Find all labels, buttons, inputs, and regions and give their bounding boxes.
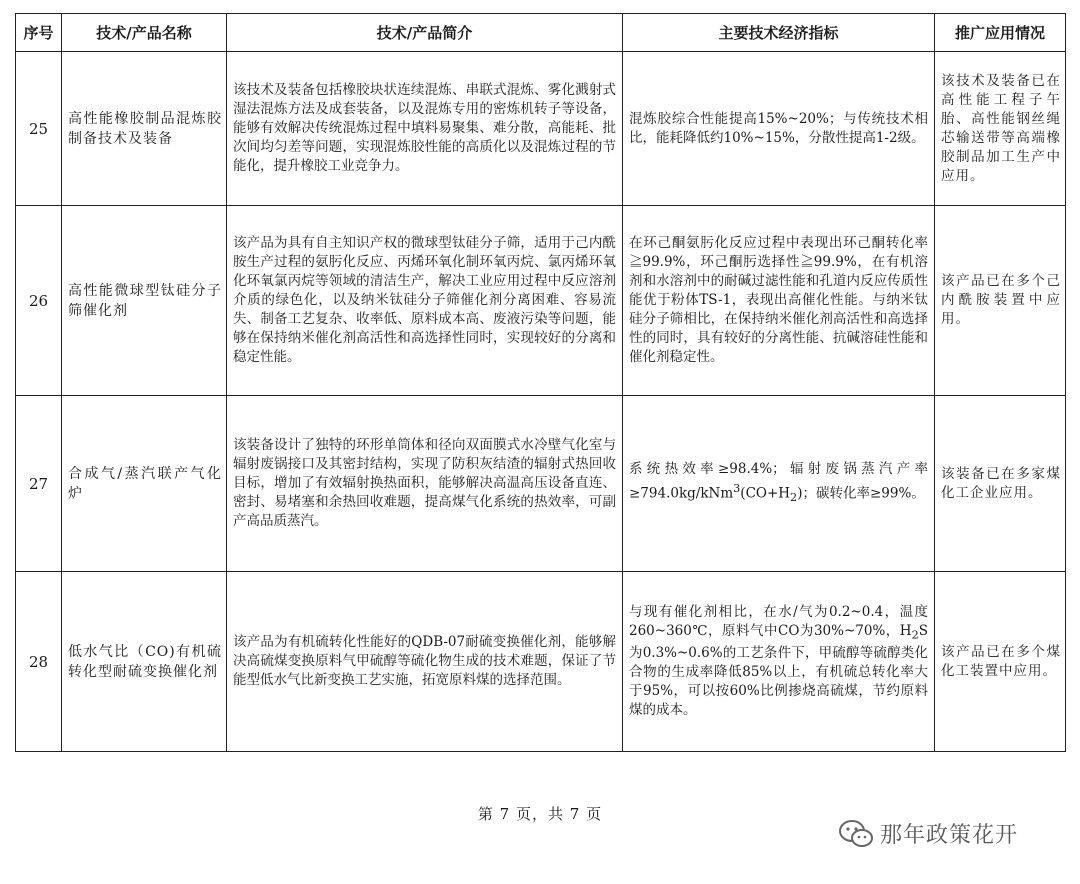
indicators-part-1: 与现有催化剂相比，在水/气为0.2~0.4，温度260~360℃，原料气中CO为30%~70%，H <box>629 603 928 639</box>
product-intro: 该装备设计了独特的环形单筒体和径向双面膜式水冷壁气化室与辐射废锅接口及其密封结构，实现了防积灰结渣的辐射式热回收目标，增加了有效辐射换热面积，能够解决高温高压设备直连、密封、易堵塞和余热回收难题，提高煤气化系统的热效率，可副产高品质蒸汽。 <box>227 396 623 572</box>
product-name: 高性能微球型钛硅分子筛催化剂 <box>62 206 227 396</box>
product-indicators <box>623 572 935 752</box>
indicators-part-3: )；碳转化率≥99%。 <box>797 485 925 502</box>
product-indicators: 在环己酮氨肟化反应过程中表现出环己酮转化率≧99.9%，环己酮肟选择性≧99.9%，在有机溶剂和水溶剂中的耐碱过滤性能和孔道内反应传质性能优于粉体TS-1，表现出高催化性能。与纳米钛硅分子筛相比，在保持纳米催化剂高活性和高选择性的同时，具有较好的分离性能、抗碱溶硅性能和催化剂稳定性。 <box>623 206 935 396</box>
product-intro: 该技术及装备包括橡胶块状连续混炼、串联式混炼、雾化溅射式湿法混炼方法及成套装备，以及混炼专用的密炼机转子等设备，能够有效解决传统混炼过程中填料易聚集、难分散，高能耗、批次间均匀差等问题，实现混炼胶性能的高质化以及混炼过程的节能化，提升橡胶工业竞争力。 <box>227 52 623 206</box>
product-status: 该技术及装备已在高性能工程子午胎、高性能钢丝绳芯输送带等高端橡胶制品加工生产中应用。 <box>935 52 1066 206</box>
table-header-row <box>16 14 1066 52</box>
technology-table <box>15 13 1066 752</box>
table-row <box>16 396 1066 572</box>
header-index: 序号 <box>16 14 62 52</box>
superscript-3: 3 <box>733 481 741 495</box>
subscript-2: 2 <box>790 491 798 505</box>
product-status: 该装备已在多家煤化工企业应用。 <box>935 396 1066 572</box>
product-intro: 该产品为有机硫转化性能好的QDB-07耐硫变换催化剂，能够解决高硫煤变换原料气甲硫醇等硫化物生成的技术难题，保证了节能型低水气比新变换工艺实施，拓宽原料煤的选择范围。 <box>227 572 623 752</box>
header-status: 推广应用情况 <box>935 14 1066 52</box>
subscript-2: 2 <box>911 628 919 642</box>
product-name: 合成气/蒸汽联产气化炉 <box>62 396 227 572</box>
row-number: 27 <box>16 396 62 572</box>
row-number: 26 <box>16 206 62 396</box>
product-indicators <box>623 396 935 572</box>
product-indicators: 混炼胶综合性能提高15%~20%；与传统技术相比，能耗降低约10%~15%，分散性提高1-2级。 <box>623 52 935 206</box>
header-intro: 技术/产品简介 <box>227 14 623 52</box>
table-row <box>16 572 1066 752</box>
header-name: 技术/产品名称 <box>62 14 227 52</box>
table-row <box>16 52 1066 206</box>
table-row <box>16 206 1066 396</box>
row-number: 28 <box>16 572 62 752</box>
wechat-icon <box>838 819 874 849</box>
page-footer: 第 7 页，共 7 页 <box>477 805 603 823</box>
indicators-part-2: S为0.3%~0.6%的工艺条件下，甲硫醇等硫醇类化合物的生成率降低85%以上，有机硫总转化率大于95%，可以按60%比例掺烧高硫煤，节约原料煤的成本。 <box>629 622 928 719</box>
product-intro: 该产品为具有自主知识产权的微球型钛硅分子筛，适用于己内酰胺生产过程的氨肟化反应、丙烯环氧化制环氧丙烷、氯丙烯环氧化环氧氯丙烷等领域的清洁生产，解决工业应用过程中反应溶剂介质的绿色化，以及纳米钛硅分子筛催化剂分离困难、容易流失、制备工艺复杂、收率低、原料成本高、废液污染等问题，能够在保持纳米催化剂高活性和高选择性同时，实现较好的分离和稳定性能。 <box>227 206 623 396</box>
product-name: 低水气比（CO)有机硫转化型耐硫变换催化剂 <box>62 572 227 752</box>
row-number: 25 <box>16 52 62 206</box>
indicators-part-2: (CO+H <box>740 485 791 502</box>
header-indicators: 主要技术经济指标 <box>623 14 935 52</box>
product-name: 高性能橡胶制品混炼胶制备技术及装备 <box>62 52 227 206</box>
watermark <box>838 818 1018 849</box>
product-status: 该产品已在多个己内酰胺装置中应用。 <box>935 206 1066 396</box>
watermark-text: 那年政策花开 <box>880 823 1019 848</box>
indicators-part-1: 系统热效率≥98.4%；辐射废锅蒸汽产率≥794.0kg/kNm <box>629 460 928 502</box>
product-status: 该产品已在多个煤化工装置中应用。 <box>935 572 1066 752</box>
